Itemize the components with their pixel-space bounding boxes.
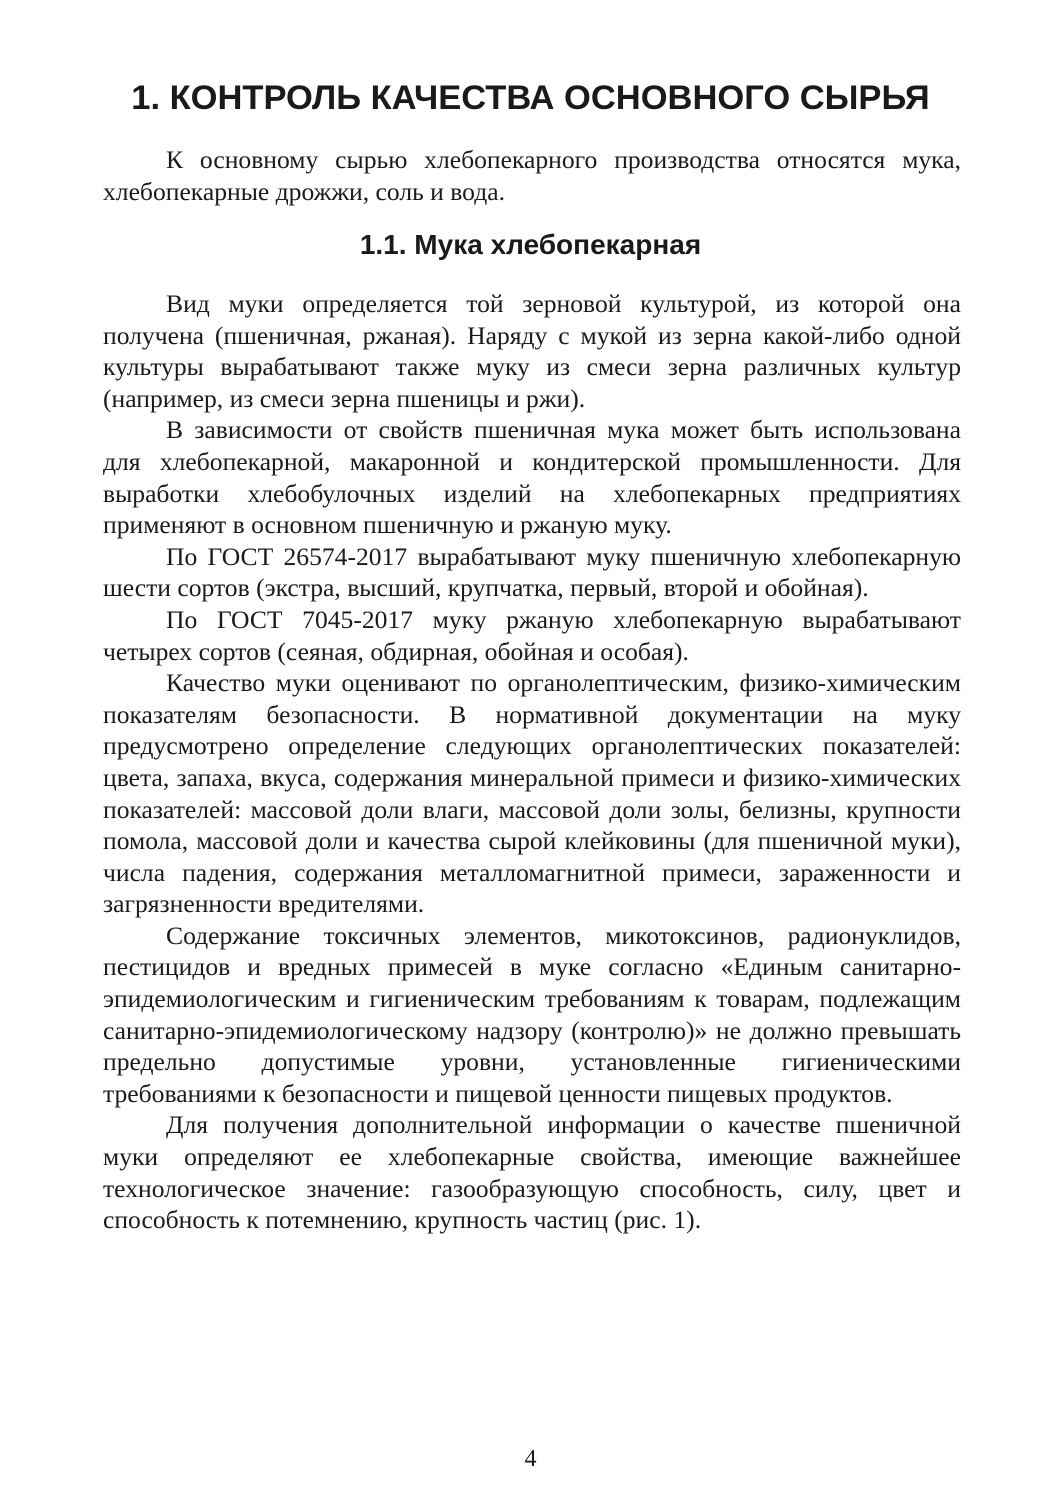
paragraph-rye-gost: По ГОСТ 7045-2017 муку ржаную хлебопекарную вырабатывают четырех сортов (сеяная, обдирная, обойная и особая). [103, 604, 961, 666]
chapter-title: 1. КОНТРОЛЬ КАЧЕСТВА ОСНОВНОГО СЫРЬЯ [131, 79, 930, 117]
page-number: 4 [524, 1446, 537, 1472]
intro-paragraph: К основному сырью хлебопекарного производства относятся мука, хлебопекарные дрожжи, соль и вода. [103, 145, 961, 206]
intro-block [103, 144, 961, 207]
section-title: 1.1. Мука хлебопекарная [359, 229, 702, 260]
paragraph-toxic-content: Содержание токсичных элементов, микотоксинов, радионуклидов, пестицидов и вредных примесей в муке согласно «Единым санитарно-эпидемиологическим и гигиеническим требованиям к товарам, подлежащим санитарно-эпидемиологическому надзору (контролю)» не должно превышать предельно допустимые уровни, установленные гигиеническими требованиями к безопасности и пищевой ценности пищевых продуктов. [103, 920, 961, 1108]
paragraph-flour-usage: В зависимости от свойств пшеничная мука может быть использована для хлебопекарной, макаронной и кондитерской промышленности. Для выработки хлебобулочных изделий на хлебопекарных предприятиях применяют в основном пшеничную и ржаную муку. [103, 415, 961, 540]
paragraph-quality-indicators: Качество муки оценивают по органолептическим, физико-химическим показателям безопасности. В нормативной документации на муку предусмотрено определение следующих органолептических показателей: цвета, запаха, вкуса, содержания минеральной примеси и физико-химических показателей: массовой доли влаги, массовой доли золы, белизны, крупности помола, массовой доли и качества сырой клейковины (для пшеничной муки), числа падения, содержания металломагнитной примеси, зараженности и загрязненности вредителями. [103, 668, 961, 919]
section-body [103, 288, 961, 1236]
paragraph-baking-properties: Для получения дополнительной информации о качестве пшеничной муки определяют ее хлебопекарные свойства, имеющие важнейшее технологическое значение: газообразующую способность, силу, цвет и способность к потемнению, крупность частиц (рис. 1). [103, 1110, 961, 1235]
paragraph-wheat-gost: По ГОСТ 26574-2017 вырабатывают муку пшеничную хлебопекарную шести сортов (экстра, высший, крупчатка, первый, второй и обойная). [103, 541, 961, 603]
paragraph-flour-type: Вид муки определяется той зерновой культурой, из которой она получена (пшеничная, ржаная). Наряду с мукой из зерна какой-либо одной культуры вырабатывают также муку из смеси зерна различных культур (например, из смеси зерна пшеницы и ржи). [103, 289, 961, 413]
